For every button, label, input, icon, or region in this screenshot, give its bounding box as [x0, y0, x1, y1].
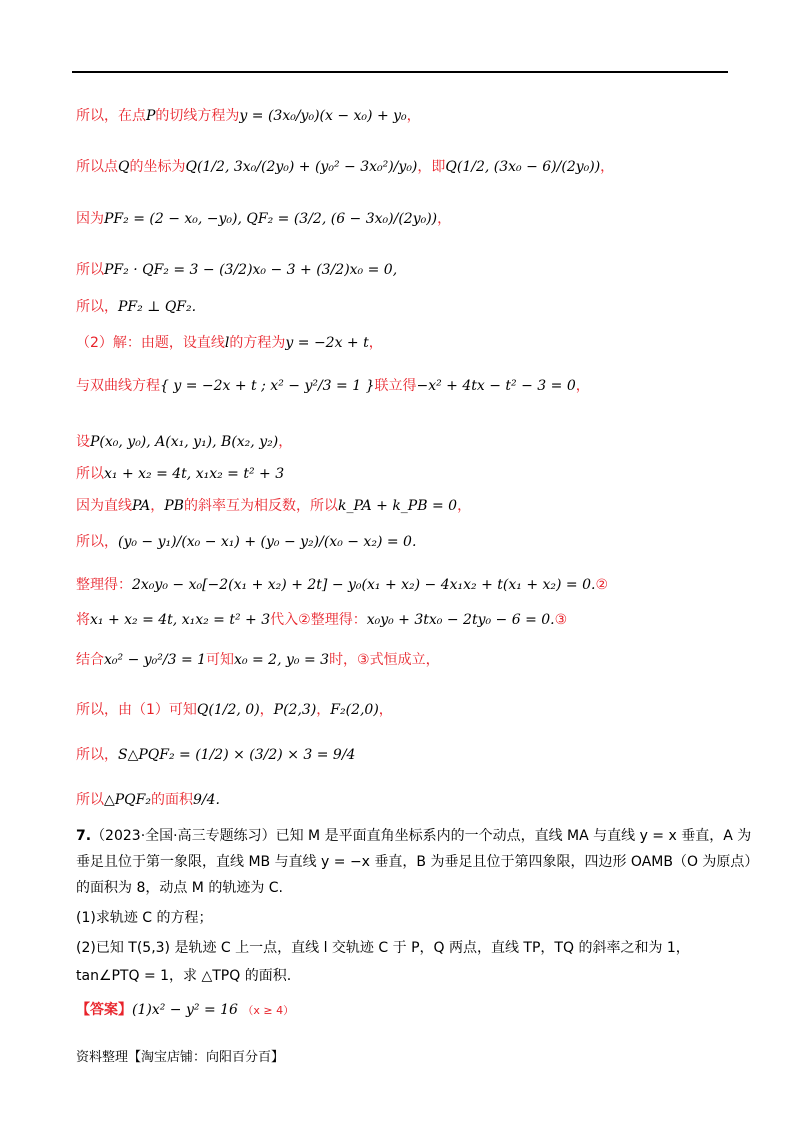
solution-text: 所以点	[76, 159, 118, 175]
question-1: (1)求轨迹 C 的方程；	[76, 910, 213, 926]
solution-text: 因为直线	[76, 498, 132, 514]
math-expression: y = −2x + t	[285, 335, 369, 351]
solution-text: （2）解：由题，设直线	[76, 335, 225, 351]
solution-text: ，	[316, 702, 331, 718]
solution-text: ，	[259, 702, 274, 718]
math-expression: −x² + 4tx − t² − 3 = 0	[416, 378, 576, 394]
solution-text: ，	[150, 498, 165, 514]
solution-text: 因为	[76, 211, 104, 227]
math-expression: x₀² − y₀²/3 = 1	[104, 652, 207, 668]
answer-text: (1)x² − y² = 16	[132, 1002, 238, 1018]
solution-text: 将	[76, 612, 90, 628]
solution-line-5	[76, 297, 196, 317]
solution-text: ，	[368, 335, 383, 351]
math-expression: (y₀ − y₁)/(x₀ − x₁) + (y₀ − y₂)/(x₀ − x₂) = 0.	[118, 534, 417, 550]
solution-line-2	[76, 157, 614, 177]
solution-text: 所以，由（1）可知	[76, 702, 197, 718]
math-expression: P	[146, 108, 156, 124]
question-2-cont: tan∠PTQ = 1，求 △TPQ 的面积.	[76, 968, 292, 984]
problem-line-1	[76, 826, 751, 846]
math-expression: { y = −2x + t ; x² − y²/3 = 1 }	[160, 378, 375, 394]
solution-text: ，	[600, 159, 615, 175]
math-expression: P(x₀, y₀), A(x₁, y₁), B(x₂, y₂)	[90, 434, 279, 450]
math-expression: Q(1/2, 3x₀/(2y₀) + (y₀² − 3x₀²)/y₀)	[185, 159, 418, 175]
solution-line-16	[76, 745, 355, 765]
solution-text: ，	[457, 498, 472, 514]
math-expression: k_PA + k_PB = 0	[337, 498, 458, 514]
solution-line-4	[76, 260, 397, 280]
solution-text: ，	[437, 211, 452, 227]
solution-text: 可知	[206, 652, 235, 668]
math-expression: F₂(2,0)	[330, 702, 379, 718]
solution-line-15	[76, 700, 393, 720]
solution-text: 的面积	[151, 792, 193, 808]
solution-line-8	[76, 432, 292, 452]
problem-line-3: 的面积为 8，动点 M 的轨迹为 C.	[76, 880, 284, 896]
solution-line-12	[76, 575, 608, 595]
solution-line-1	[76, 106, 421, 126]
math-expression: PB	[164, 498, 184, 514]
solution-text: 所以，	[76, 747, 118, 763]
solution-text: ③	[554, 612, 568, 628]
math-expression: Q	[118, 159, 130, 175]
header-rule	[72, 71, 728, 73]
solution-line-13	[76, 610, 567, 630]
math-expression: x₁ + x₂ = 4t, x₁x₂ = t² + 3	[104, 466, 285, 482]
math-expression: △PQF₂	[104, 792, 151, 808]
math-expression: x₁ + x₂ = 4t, x₁x₂ = t² + 3	[90, 612, 271, 628]
question-2: (2)已知 T(5,3) 是轨迹 C 上一点，直线 l 交轨迹 C 于 P，Q 两点，直线 TP，TQ 的斜率之和为 1，	[76, 940, 690, 956]
math-expression: l	[224, 335, 230, 351]
solution-text: 的切线方程为	[155, 108, 240, 124]
solution-text: 联立得	[374, 378, 417, 394]
solution-line-7	[76, 376, 590, 396]
math-expression: S△PQF₂ = (1/2) × (3/2) × 3 = 9/4	[118, 747, 356, 763]
solution-text: 所以	[76, 466, 104, 482]
math-expression: PA	[132, 498, 151, 514]
math-expression: 9/4.	[193, 792, 220, 808]
solution-text: ②	[595, 577, 609, 593]
footer-text: 资料整理【淘宝店铺：向阳百分百】	[76, 1050, 285, 1065]
solution-text: 设	[76, 434, 90, 450]
math-expression: Q(1/2, 0)	[196, 702, 260, 718]
solution-text: ，	[278, 434, 293, 450]
math-expression: x₀ = 2, y₀ = 3	[234, 652, 330, 668]
solution-text: 结合	[76, 652, 104, 668]
solution-text: 与双曲线方程	[76, 378, 160, 394]
problem-number: 7.	[76, 828, 92, 844]
math-expression: PF₂ = (2 − x₀, −y₀), QF₂ = (3/2, (6 − 3x₀)/(2y₀))	[104, 211, 438, 227]
solution-line-6	[76, 333, 383, 353]
math-expression: x₀y₀ + 3tx₀ − 2ty₀ − 6 = 0.	[366, 612, 555, 628]
math-expression: PF₂ ⊥ QF₂.	[118, 299, 197, 315]
solution-line-11	[76, 532, 416, 552]
solution-text: 的坐标为	[129, 159, 186, 175]
solution-text: 的斜率互为相反数，所以	[183, 498, 338, 514]
problem-line-2: 垂足且位于第一象限，直线 MB 与直线 y = −x 垂直，B 为垂足且位于第四象限，四边形 OAMB（O 为原点）	[76, 854, 759, 870]
solution-text: 所以，在点	[76, 108, 146, 124]
math-expression: 2x₀y₀ − x₀[−2(x₁ + x₂) + 2t] − y₀(x₁ + x₂) − 4x₁x₂ + t(x₁ + x₂) = 0.	[132, 577, 596, 593]
solution-text: 时，③式恒成立，	[329, 652, 440, 668]
solution-text: ，	[406, 108, 421, 124]
solution-line-3	[76, 209, 451, 229]
solution-text: ，	[575, 378, 590, 394]
solution-line-17	[76, 790, 220, 810]
solution-text: 所以	[76, 792, 104, 808]
solution-line-14	[76, 650, 440, 670]
solution-text: 所以，	[76, 299, 118, 315]
solution-line-10	[76, 496, 471, 516]
answer-line	[76, 1000, 294, 1021]
answer-label: 【答案】	[76, 1002, 132, 1018]
solution-text: 所以	[76, 262, 104, 278]
problem-text-1: （2023·全国·高三专题练习）已知 M 是平面直角坐标系内的一个动点，直线 MA 与直线 y = x 垂直，A 为	[91, 828, 752, 844]
math-expression: PF₂ · QF₂ = 3 − (3/2)x₀ − 3 + (3/2)x₀ = 0,	[104, 262, 398, 278]
solution-text: 整理得：	[76, 577, 132, 593]
solution-text: 所以，	[76, 534, 118, 550]
math-expression: P(2,3)	[273, 702, 317, 718]
math-expression: y = (3x₀/y₀)(x − x₀) + y₀	[239, 108, 407, 124]
solution-text: 代入②整理得：	[270, 612, 367, 628]
solution-text: ，即	[417, 159, 446, 175]
solution-text: ，	[378, 702, 393, 718]
answer-condition: （x ≥ 4）	[242, 1004, 295, 1017]
solution-text: 的方程为	[229, 335, 286, 351]
solution-line-9	[76, 464, 284, 484]
math-expression: Q(1/2, (3x₀ − 6)/(2y₀))	[445, 159, 601, 175]
